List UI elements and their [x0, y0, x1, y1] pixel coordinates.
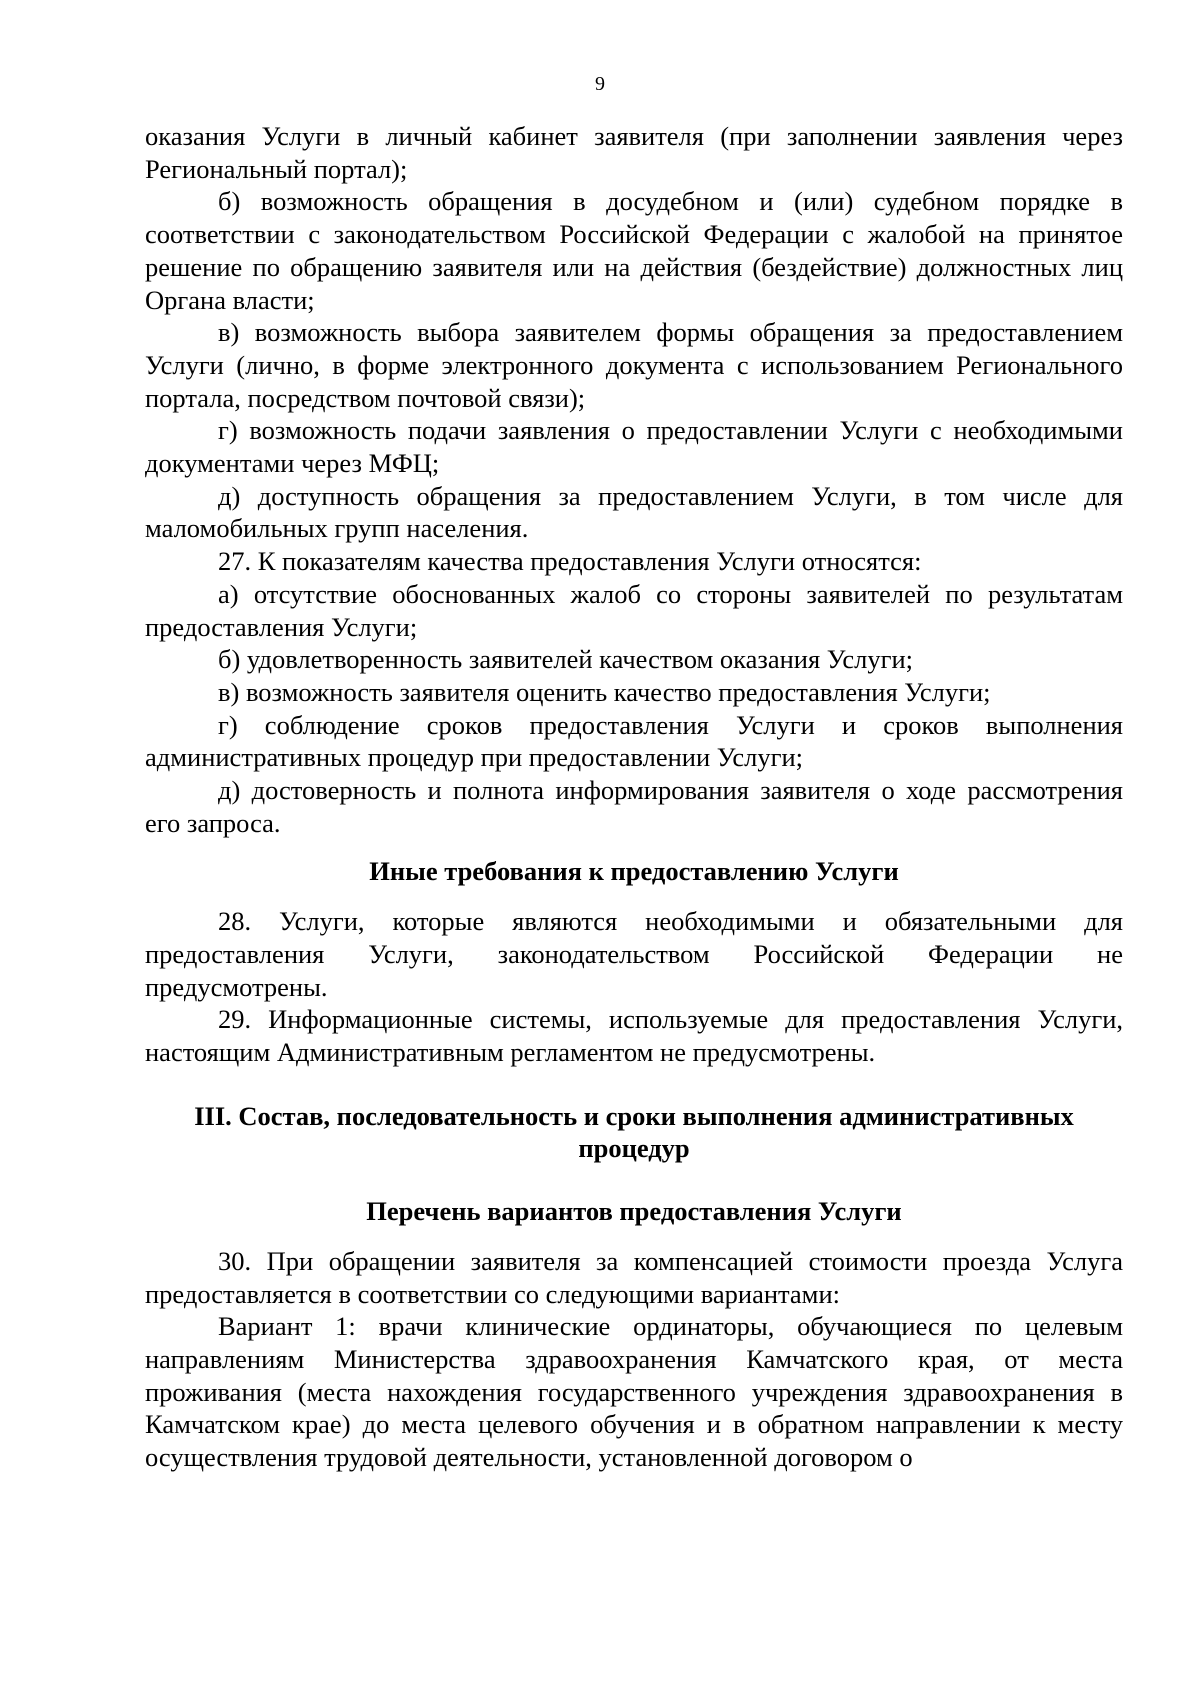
paragraph-27-item-b: б) удовлетворенность заявителей качеством оказания Услуги; — [218, 644, 914, 675]
paragraph-variant-1: Вариант 1: врачи клинические ординаторы, обучающиеся по целевым направлениям Министерства здравоохранения Камчатского края, от места проживания (места нахождения государственного учреждения здравоохранения в Камчатском крае) до места целевого обучения и в обратном направлении к месту осуществления трудовой деятельности, установленной договором о — [145, 1311, 1123, 1473]
paragraph-item-b: б) возможность обращения в досудебном и (или) судебном порядке в соответствии с законодательством Российской Федерации с жалобой на принятое решение по обращению заявителя или на действия (бездействие) должностных лиц Органа власти; — [145, 186, 1123, 315]
heading-section-3: III. Состав, последовательность и сроки выполнения административных процедур — [194, 1100, 1074, 1164]
paragraph-27-item-g: г) соблюдение сроков предоставления Услуги и сроков выполнения административных процедур при предоставлении Услуги; — [145, 709, 1123, 773]
page-number: 9 — [595, 73, 605, 95]
paragraph-27-item-a: а) отсутствие обоснованных жалоб со стороны заявителей по результатам предоставления Услуги; — [145, 578, 1123, 642]
paragraph-28: 28. Услуги, которые являются необходимыми и обязательными для предоставления Услуги, законодательством Российской Федерации не предусмотрены. — [145, 906, 1123, 1002]
paragraph-27-item-d: д) достоверность и полнота информирования заявителя о ходе рассмотрения его запроса. — [145, 775, 1123, 838]
paragraph-item-v: в) возможность выбора заявителем формы обращения за предоставлением Услуги (лично, в форме электронного документа с использованием Регионального портала, посредством почтовой связи); — [145, 317, 1123, 413]
paragraph-29: 29. Информационные системы, используемые для предоставления Услуги, настоящим Административным регламентом не предусмотрены. — [145, 1004, 1123, 1067]
paragraph-item-d: д) доступность обращения за предоставлением Услуги, в том числе для маломобильных групп населения. — [145, 480, 1123, 544]
paragraph-27: 27. К показателям качества предоставления Услуги относятся: — [218, 546, 922, 577]
paragraph-continuation: оказания Услуги в личный кабинет заявителя (при заполнении заявления через Региональный портал); — [145, 121, 1123, 184]
paragraph-27-item-v: в) возможность заявителя оценить качество предоставления Услуги; — [218, 676, 991, 707]
paragraph-30: 30. При обращении заявителя за компенсацией стоимости проезда Услуга предоставляется в соответствии со следующими вариантами: — [145, 1245, 1123, 1309]
heading-variants: Перечень вариантов предоставления Услуги — [366, 1196, 902, 1227]
document-body — [145, 120, 1123, 1474]
paragraph-item-g: г) возможность подачи заявления о предоставлении Услуги с необходимыми документами через МФЦ; — [145, 415, 1123, 479]
heading-other-requirements: Иные требования к предоставлению Услуги — [369, 856, 899, 887]
